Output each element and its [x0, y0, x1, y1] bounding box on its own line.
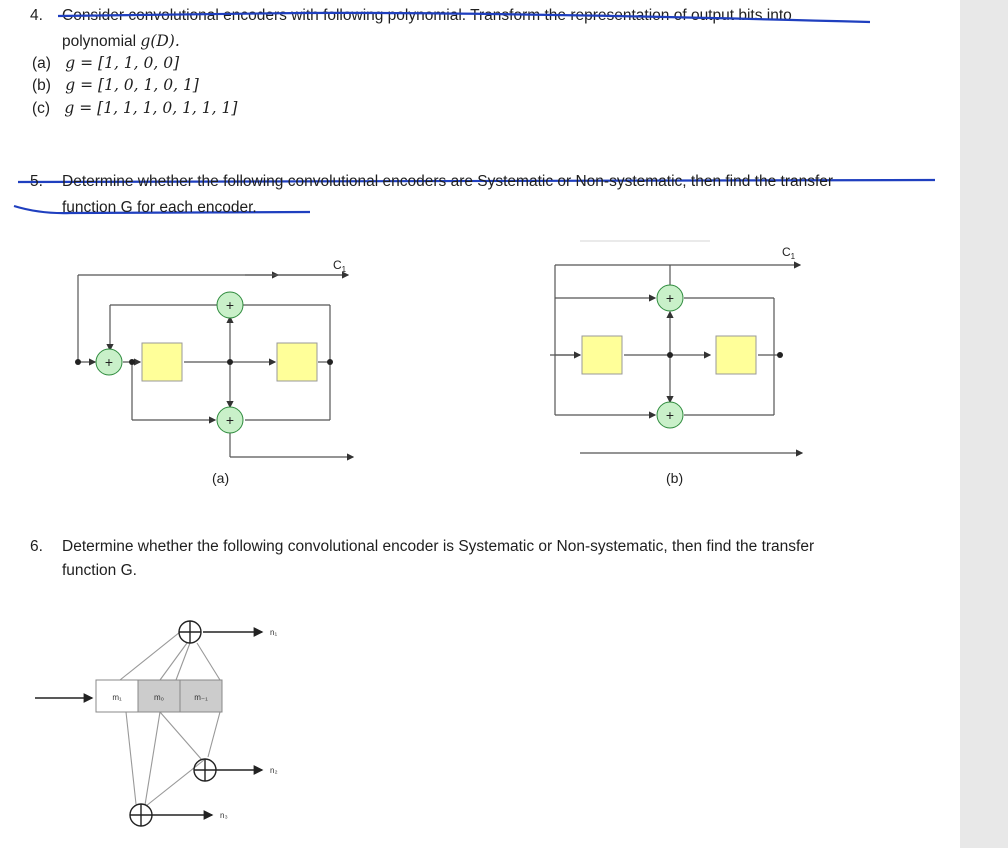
q4-item-label: (c) [32, 100, 51, 117]
shift-register-1 [582, 336, 622, 374]
right-scroll-gutter [960, 0, 1008, 848]
q4-item-math: g = [1, 1, 1, 0, 1, 1, 1] [64, 99, 238, 117]
plus-symbol: + [225, 297, 235, 313]
register-label: m₋₁ [194, 693, 208, 702]
q5-number: 5. [30, 173, 43, 190]
q6-line2: function G. [62, 562, 137, 579]
q4-item-math: g = [1, 1, 0, 0] [65, 54, 180, 72]
q4-item-c [32, 98, 237, 119]
plus-symbol: + [225, 412, 235, 428]
output-label-n2: n₂ [270, 766, 278, 775]
xor-adder-top [179, 621, 201, 643]
q4-item-math: g = [1, 0, 1, 0, 1] [65, 76, 199, 94]
shift-register-2 [277, 343, 317, 381]
q4-line2-prefix: polynomial [62, 33, 141, 50]
xor-adder-bottom [130, 804, 152, 826]
q4-item-a [32, 53, 179, 74]
q6-line1: Determine whether the following convolutional encoder is Systematic or Non-systematic, then find the transfer [62, 538, 815, 555]
register-label: m₁ [112, 693, 122, 702]
output-label-n1: n₁ [270, 628, 278, 637]
encoder-diagram-q6 [30, 610, 330, 850]
q4-line1: Consider convolutional encoders with following polynomial. Transform the representation of output bits into [62, 7, 792, 24]
q4-line2-math: g(D). [140, 32, 180, 50]
plus-symbol: + [104, 354, 114, 370]
shift-register-1 [142, 343, 182, 381]
q4-item-label: (a) [32, 55, 51, 72]
output-label-n3: n₃ [220, 811, 228, 820]
q4-item-b [32, 75, 199, 96]
q5-line2: function G for each encoder. [62, 199, 257, 216]
diagram-b-caption: (b) [666, 470, 684, 486]
c1-label: $C_1$ [333, 258, 347, 274]
q4-line2 [62, 31, 180, 52]
c1-label: $C_1$ [782, 245, 796, 261]
encoder-diagram-a [70, 245, 370, 475]
diagram-a-caption: (a) [212, 470, 230, 486]
q4-item-label: (b) [32, 77, 51, 94]
q4-number: 4. [30, 7, 43, 24]
plus-symbol: + [665, 290, 675, 306]
shift-register-2 [716, 336, 756, 374]
q5-line1: Determine whether the following convolutional encoders are Systematic or Non-systematic, then find the transfer [62, 173, 834, 190]
q6-number: 6. [30, 538, 43, 555]
encoder-diagram-b [520, 240, 820, 470]
plus-symbol: + [665, 407, 675, 423]
xor-adder-mid [194, 759, 216, 781]
register-label: m₀ [154, 693, 164, 702]
